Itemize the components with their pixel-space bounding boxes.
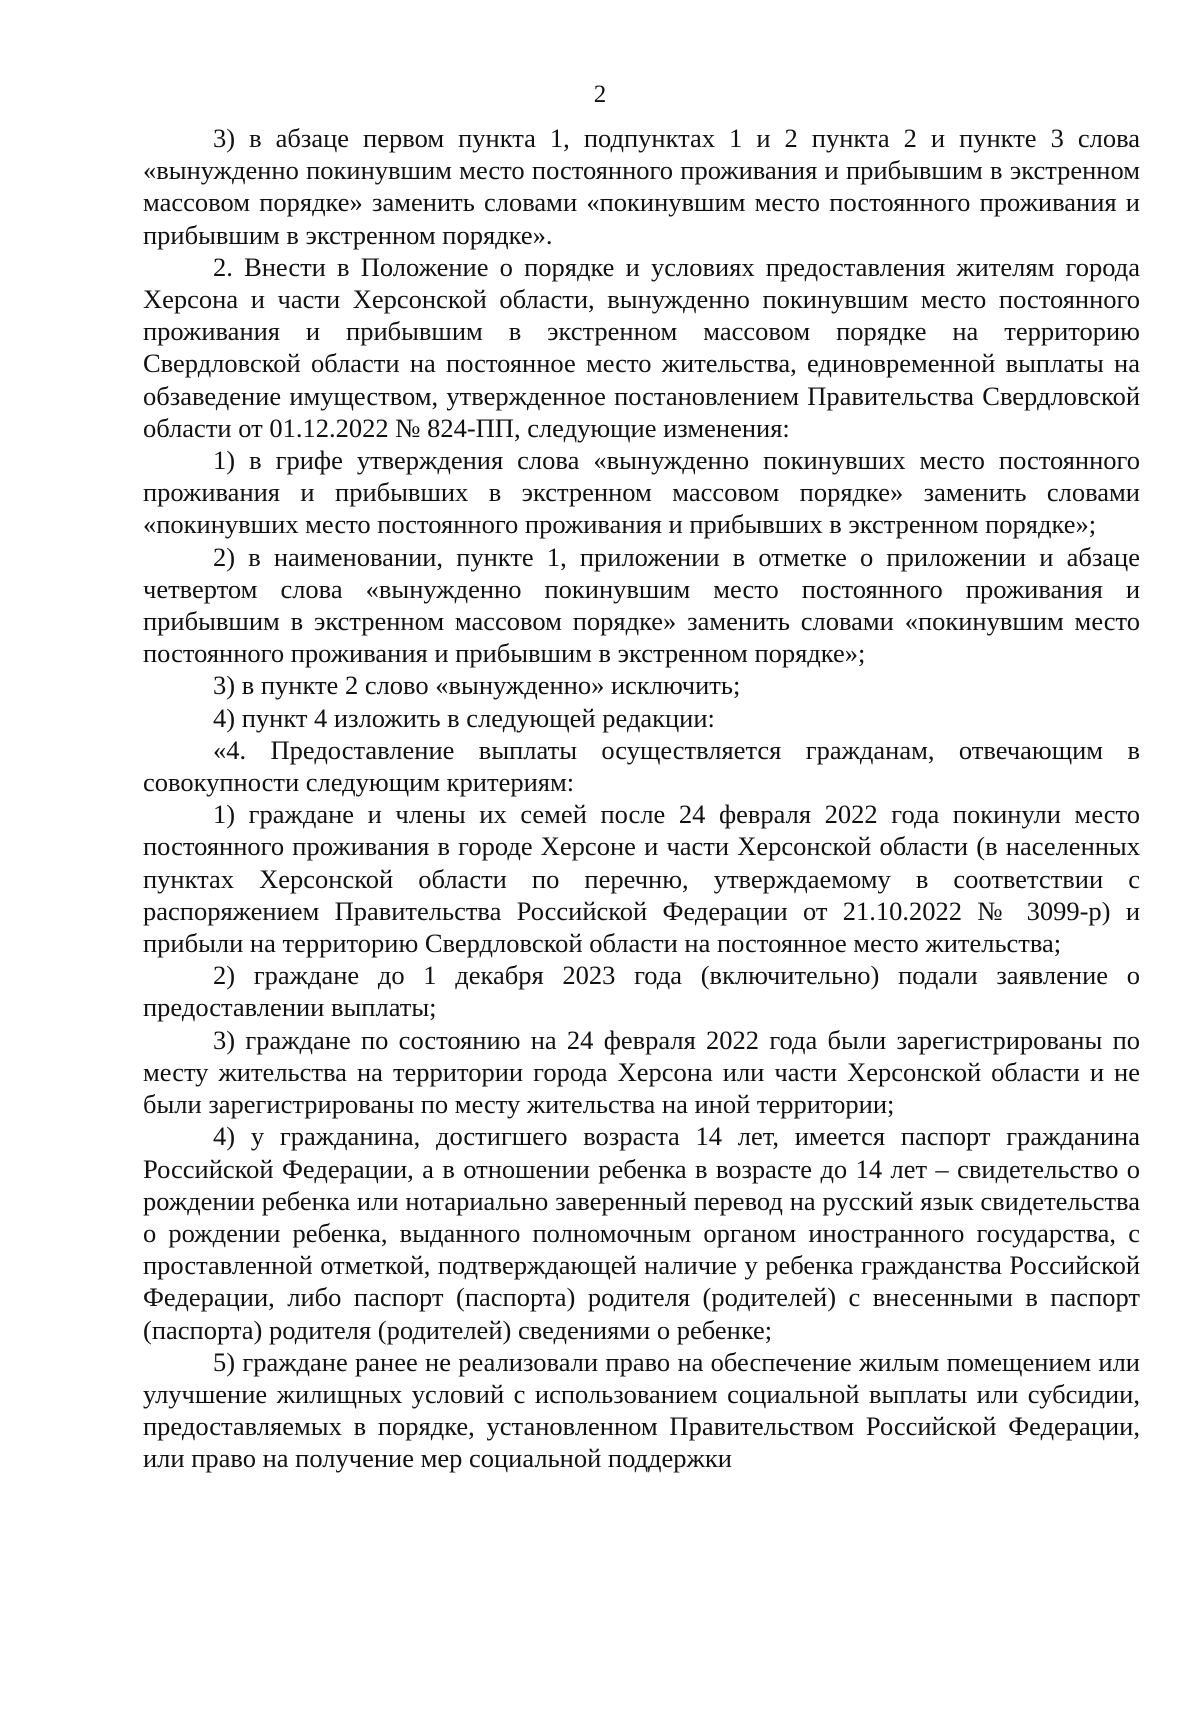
paragraph-clause-4: «4. Предоставление выплаты осуществляется гражданам, отвечающим в совокупности следующим критериям: <box>143 734 1140 798</box>
paragraph-subitem-3: 3) в пункте 2 слово «вынужденно» исключить; <box>213 670 741 701</box>
paragraph-amendment-3: 3) в абзаце первом пункта 1, подпунктах 1 и 2 пункта 2 и пункте 3 слова «вынужденно покинувшим место постоянного проживания и прибывшим в экстренном массовом порядке» заменить словами «покинувшим место постоянного проживания и прибывшим в экстренном порядке». <box>143 123 1140 250</box>
page-number: 2 <box>593 81 607 108</box>
paragraph-criterion-3: 3) граждане по состоянию на 24 февраля 2022 года были зарегистрированы по месту жительства на территории города Херсона или части Херсонской области и не были зарегистрированы по месту жительства на иной территории; <box>143 1024 1140 1120</box>
paragraph-criterion-5: 5) граждане ранее не реализовали право на обеспечение жилым помещением или улучшение жилищных условий с использованием социальной выплаты или субсидии, предоставляемых в порядке, установленном Правительством Российской Федерации, или право на получение мер социальной поддержки <box>143 1346 1140 1474</box>
paragraph-subitem-1: 1) в грифе утверждения слова «вынужденно покинувших место постоянного проживания и прибывших в экстренном массовом порядке» заменить словами «покинувших место постоянного проживания и прибывших в экстренном порядке»; <box>143 445 1140 540</box>
paragraph-subitem-4: 4) пункт 4 изложить в следующей редакции: <box>213 702 715 733</box>
paragraph-item-2: 2. Внести в Положение о порядке и условиях предоставления жителям города Херсона и части Херсонской области, вынужденно покинувшим место постоянного проживания и прибывшим в экстренном массовом порядке на территорию Свердловской области на постоянное место жительства, единовременной выплаты на обзаведение имуществом, утвержденное постановлением Правительства Свердловской области от 01.12.2022 № 824-ПП, следующие изменения: <box>143 251 1140 443</box>
document-body <box>143 122 1140 1475</box>
paragraph-criterion-2: 2) граждане до 1 декабря 2023 года (включительно) подали заявление о предоставлении выплаты; <box>143 960 1140 1023</box>
paragraph-criterion-1: 1) граждане и члены их семей после 24 февраля 2022 года покинули место постоянного проживания в городе Херсоне и части Херсонской области (в населенных пунктах Херсонской области по перечню, утверждаемому в соответствии с распоряжением Правительства Российской Федерации от 21.10.2022 № 3099-р) и прибыли на территорию Свердловской области на постоянное место жительства; <box>143 799 1140 959</box>
paragraph-subitem-2: 2) в наименовании, пункте 1, приложении в отметке о приложении и абзаце четвертом слова «вынужденно покинувшим место постоянного проживания и прибывшим в экстренном массовом порядке» заменить словами «покинувшим место постоянного проживания и прибывшим в экстренном порядке»; <box>143 541 1140 669</box>
paragraph-criterion-4: 4) у гражданина, достигшего возраста 14 лет, имеется паспорт гражданина Российской Федерации, а в отношении ребенка в возрасте до 14 лет – свидетельство о рождении ребенка или нотариально заверенный перевод на русский язык свидетельства о рождении ребенка, выданного полномочным органом иностранного государства, с проставленной отметкой, подтверждающей наличие у ребенка гражданства Российской Федерации, либо паспорт (паспорта) родителя (родителей) с внесенными в паспорт (паспорта) родителя (родителей) сведениями о ребенке; <box>143 1121 1140 1345</box>
